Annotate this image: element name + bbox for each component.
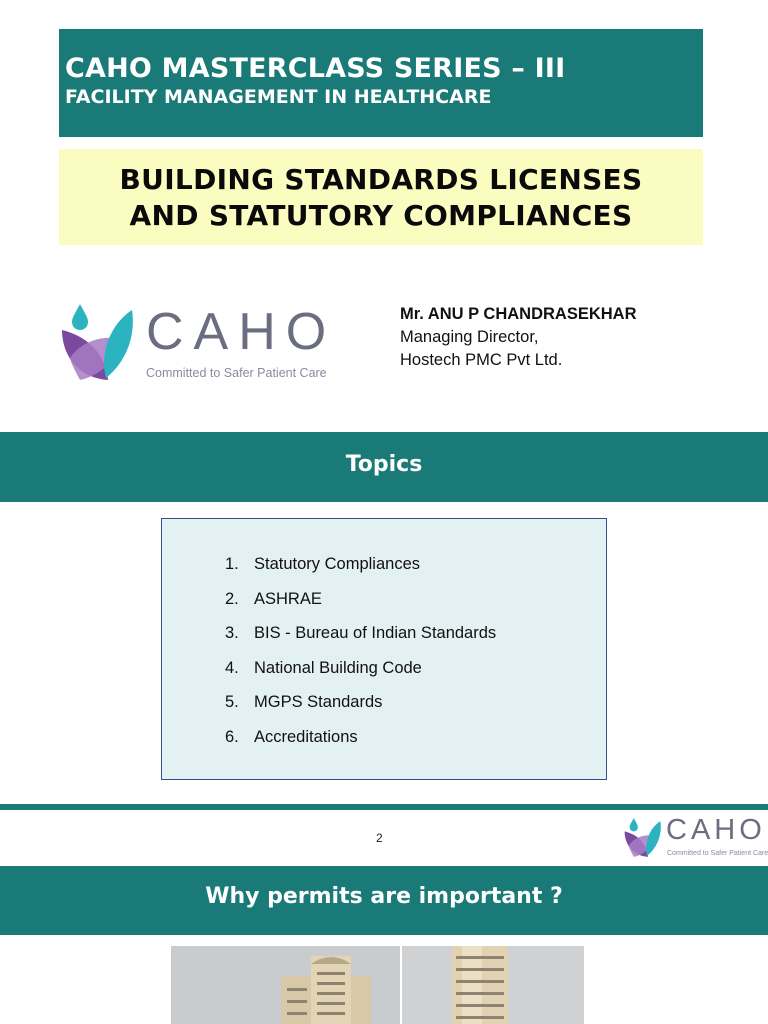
list-item-number: 5.	[225, 693, 239, 711]
list-item-label: National Building Code	[254, 658, 422, 677]
caho-leaf-drop-icon	[60, 300, 140, 390]
list-item-label: ASHRAE	[254, 589, 322, 608]
list-item-number: 2.	[225, 589, 239, 608]
topics-list-box	[161, 518, 607, 780]
list-item-number: 3.	[225, 624, 239, 642]
speaker-name: Mr. ANU P CHANDRASEKHAR	[400, 305, 637, 323]
speaker-info	[400, 303, 637, 372]
list-item	[225, 693, 496, 728]
topics-heading-bar	[0, 432, 768, 502]
speaker-company: Hostech PMC Pvt Ltd.	[400, 351, 563, 369]
series-banner	[59, 29, 703, 137]
building-illustration	[171, 946, 400, 1024]
topics-heading: Topics	[345, 452, 423, 477]
building-photo-left	[171, 946, 400, 1024]
list-item-number: 6.	[225, 727, 239, 746]
series-subtitle: FACILITY MANAGEMENT IN HEALTHCARE	[65, 86, 492, 108]
session-topic	[59, 149, 703, 245]
footer-logo-text: CAHO	[666, 814, 766, 846]
building-photo-right	[402, 946, 584, 1024]
building-illustration	[402, 946, 584, 1024]
series-title: CAHO MASTERCLASS SERIES – III	[65, 53, 566, 84]
list-item-label: Accreditations	[254, 727, 358, 746]
list-item-number: 4.	[225, 658, 239, 677]
speaker-role: Managing Director,	[400, 328, 539, 346]
list-item	[225, 624, 496, 659]
page-number: 2	[376, 831, 383, 845]
session-topic-line-1: BUILDING STANDARDS LICENSES	[119, 163, 643, 196]
list-item	[225, 555, 496, 590]
permits-heading: Why permits are important ?	[205, 884, 563, 909]
title-slide	[0, 0, 768, 432]
topics-list	[225, 555, 496, 762]
list-item-label: Statutory Compliances	[254, 555, 420, 573]
list-item-number: 1.	[225, 555, 239, 573]
footer-caho-logo	[620, 810, 768, 866]
caho-logo	[60, 300, 337, 390]
caho-logo-tagline: Committed to Safer Patient Care	[146, 366, 327, 380]
list-item-label: MGPS Standards	[254, 693, 383, 711]
permits-slide	[0, 866, 768, 1024]
caho-leaf-drop-icon	[622, 816, 666, 862]
slide-footer	[0, 810, 768, 866]
list-item	[225, 659, 496, 694]
permits-heading-bar	[0, 866, 768, 935]
list-item	[225, 590, 496, 625]
caho-logo-text: CAHO	[146, 303, 337, 361]
footer-logo-tagline: Committed to Safer Patient Care	[667, 850, 768, 857]
session-topic-line-2: AND STATUTORY COMPLIANCES	[129, 199, 633, 232]
topics-slide	[0, 432, 768, 808]
list-item	[225, 728, 496, 763]
list-item-label: BIS - Bureau of Indian Standards	[254, 624, 497, 642]
